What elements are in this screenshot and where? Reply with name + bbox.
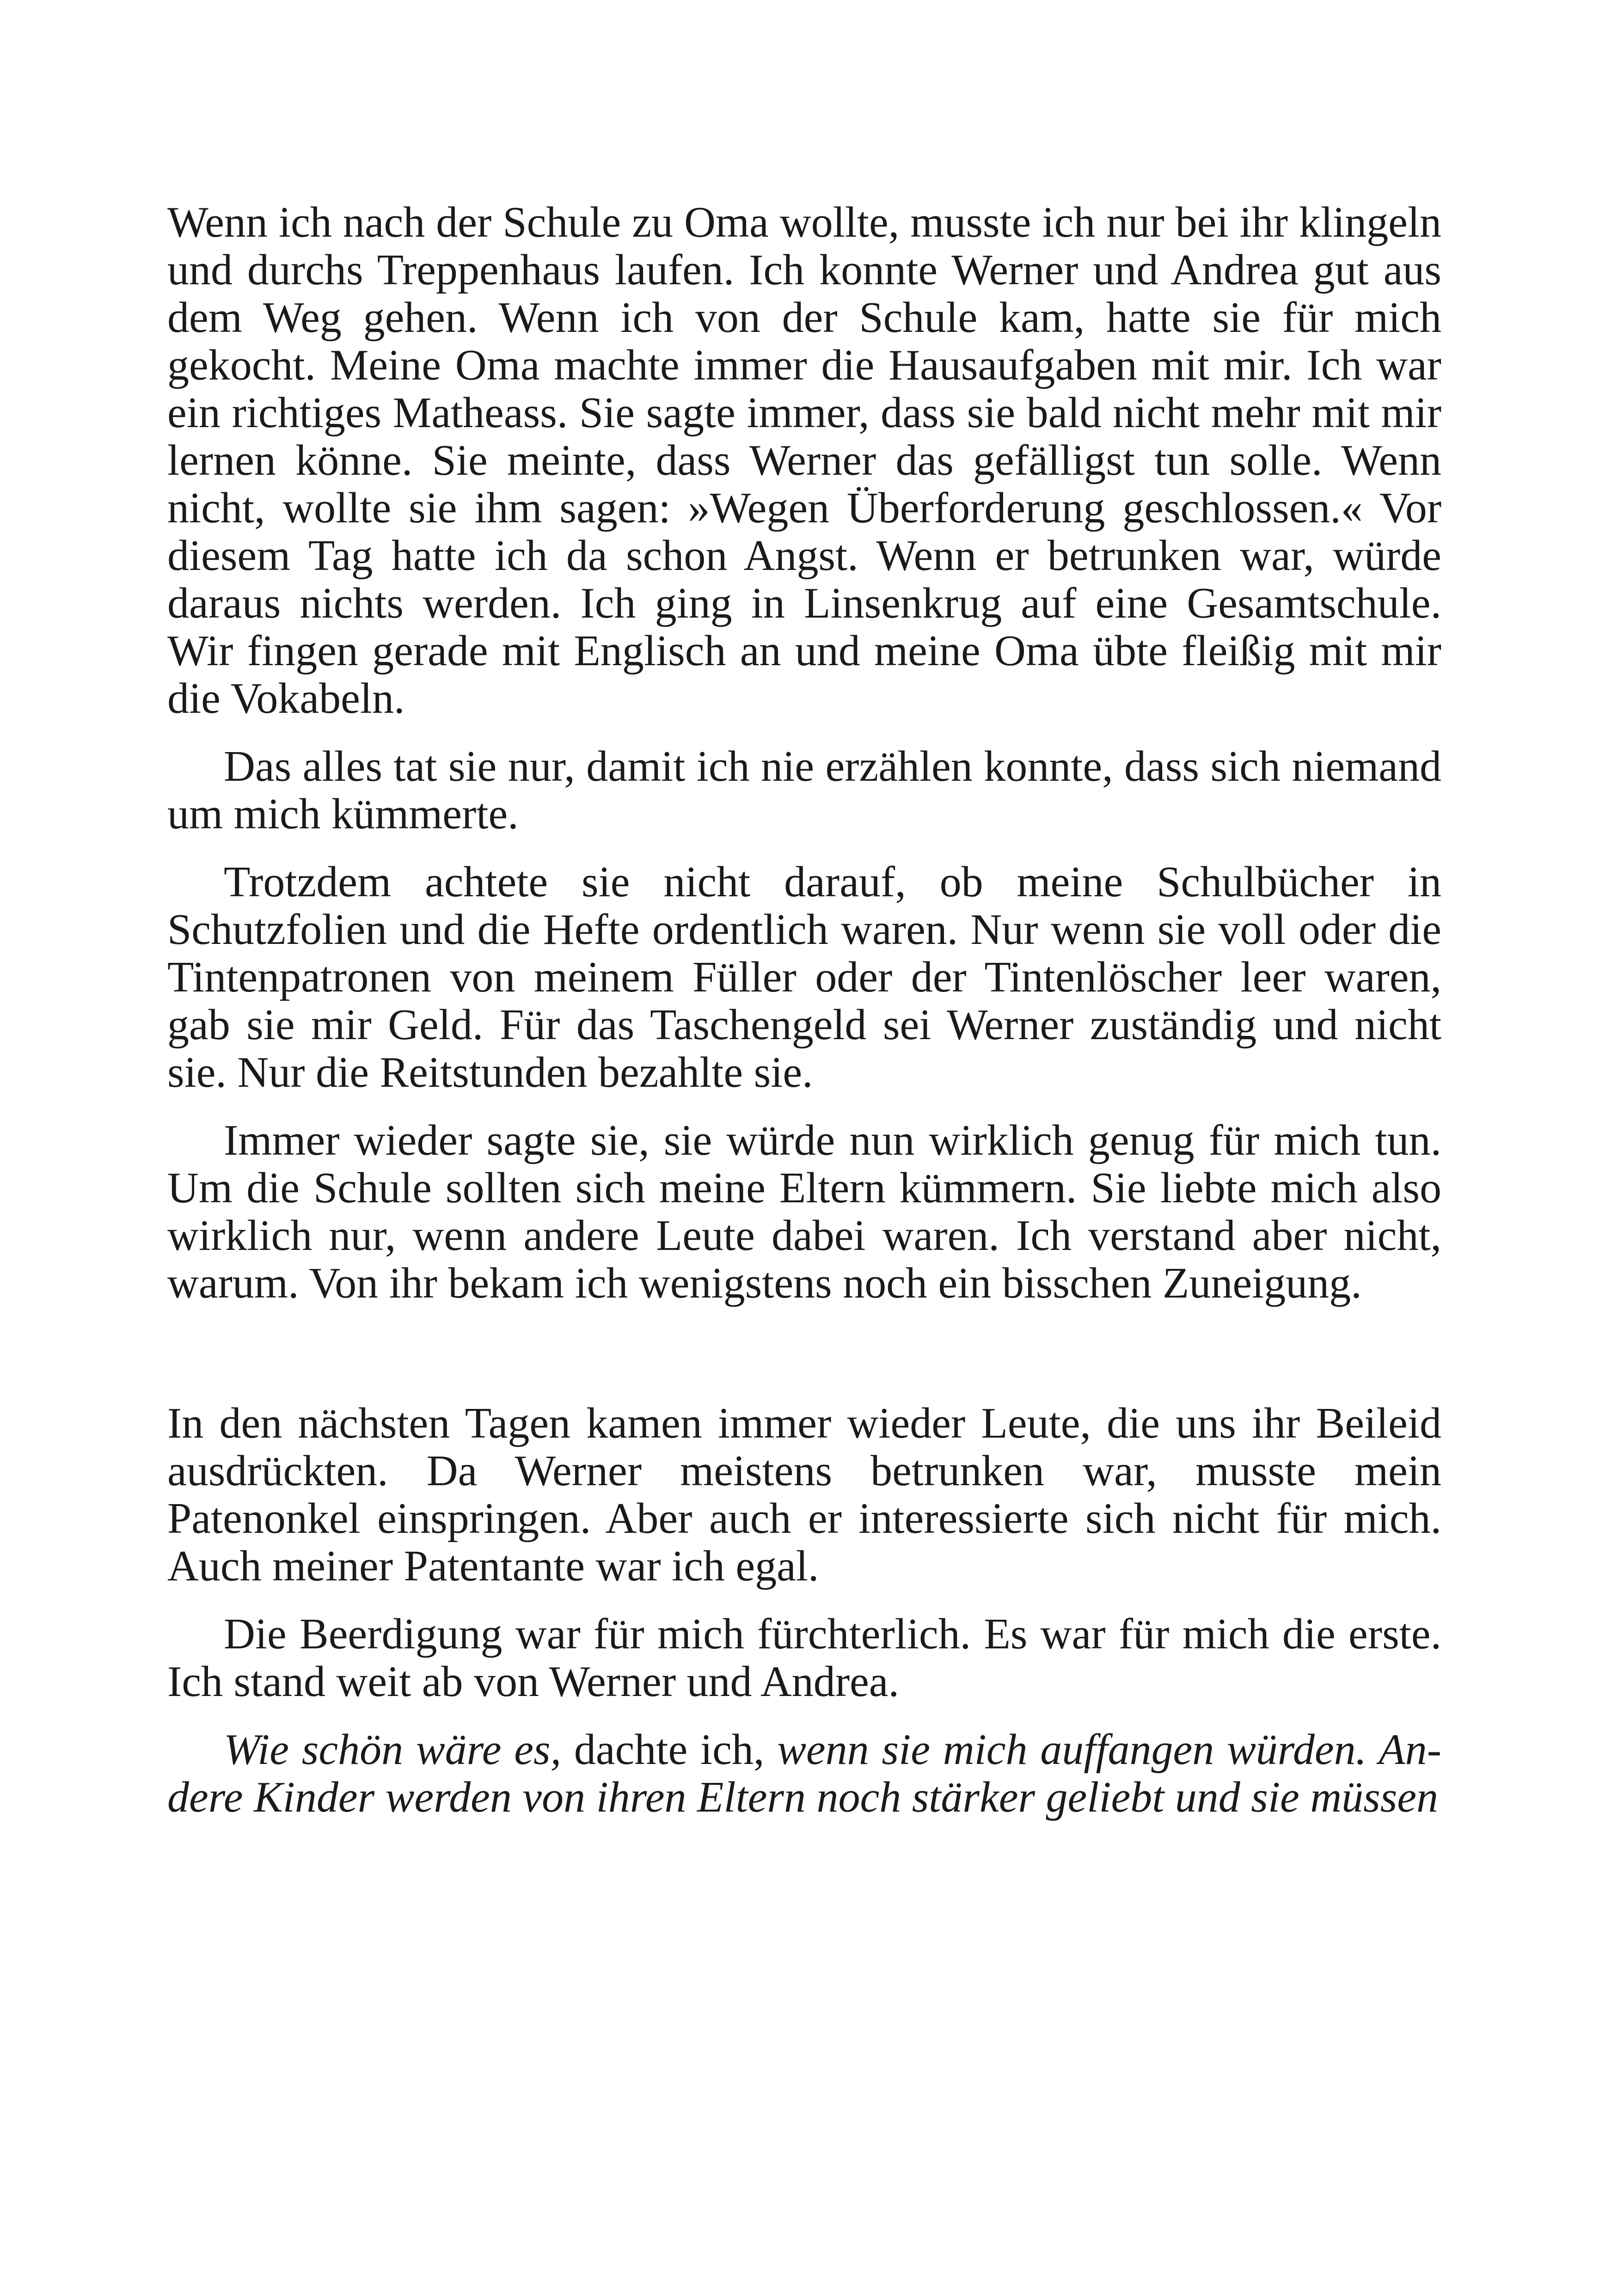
- paragraph-2: Das alles tat sie nur, damit ich nie erzählen konnte, dass sich niemand um mich kümmerte.: [167, 742, 1441, 838]
- body-text: [167, 199, 1441, 1842]
- italic-thought-2: wenn sie mich auffangen würden. Andere Kinder werden von ihren Eltern noch stärker geliebt und sie müssen: [167, 1726, 1441, 1821]
- paragraph-6: Die Beerdigung war für mich fürchterlich. Es war für mich die erste. Ich stand weit ab von Werner und Andrea.: [167, 1610, 1441, 1706]
- paragraph-1: Wenn ich nach der Schule zu Oma wollte, musste ich nur bei ihr klingeln und durchs Treppenhaus laufen. Ich konnte Werner und Andrea gut aus dem Weg gehen. Wenn ich von der Schule kam, hatte sie für mich gekocht. Meine Oma machte immer die Hausaufgaben mit mir. Ich war ein richtiges Matheass. Sie sagte immer, dass sie bald nicht mehr mit mir lernen könne. Sie meinte, dass Werner das gefälligst tun solle. Wenn nicht, wollte sie ihm sagen: »Wegen Überforderung geschlossen.« Vor diesem Tag hatte ich da schon Angst. Wenn er betrunken war, würde daraus nichts werden. Ich ging in Linsenkrug auf eine Gesamtschule. Wir fingen gerade mit Englisch an und meine Oma übte fleißig mit mir die Vokabeln.: [167, 198, 1441, 722]
- paragraph-3: Trotzdem achtete sie nicht darauf, ob meine Schulbücher in Schutzfolien und die Hefte ordentlich waren. Nur wenn sie voll oder die Tintenpatronen von meinem Füller oder der Tintenlöscher leer waren, gab sie mir Geld. Für das Taschengeld sei Werner zuständig und nicht sie. Nur die Reitstunden bezahlte sie.: [167, 858, 1441, 1096]
- italic-thought-1: Wie schön wäre es,: [224, 1726, 562, 1774]
- section-break: [167, 1328, 1441, 1400]
- paragraph-7: [167, 1726, 1441, 1821]
- paragraph-4: Immer wieder sagte sie, sie würde nun wirklich genug für mich tun. Um die Schule sollten sich meine Eltern kümmern. Sie liebte mich also wirklich nur, wenn andere Leute dabei waren. Ich verstand aber nicht, warum. Von ihr bekam ich wenigstens noch ein bisschen Zuneigung.: [167, 1116, 1441, 1307]
- paragraph-5: In den nächsten Tagen kamen immer wieder Leute, die uns ihr Beileid ausdrückten. Da Werner meistens betrunken war, musste mein Patenonkel einspringen. Aber auch er interessierte sich nicht für mich. Auch meiner Patentante war ich egal.: [167, 1399, 1441, 1590]
- narration: dachte ich,: [561, 1726, 778, 1774]
